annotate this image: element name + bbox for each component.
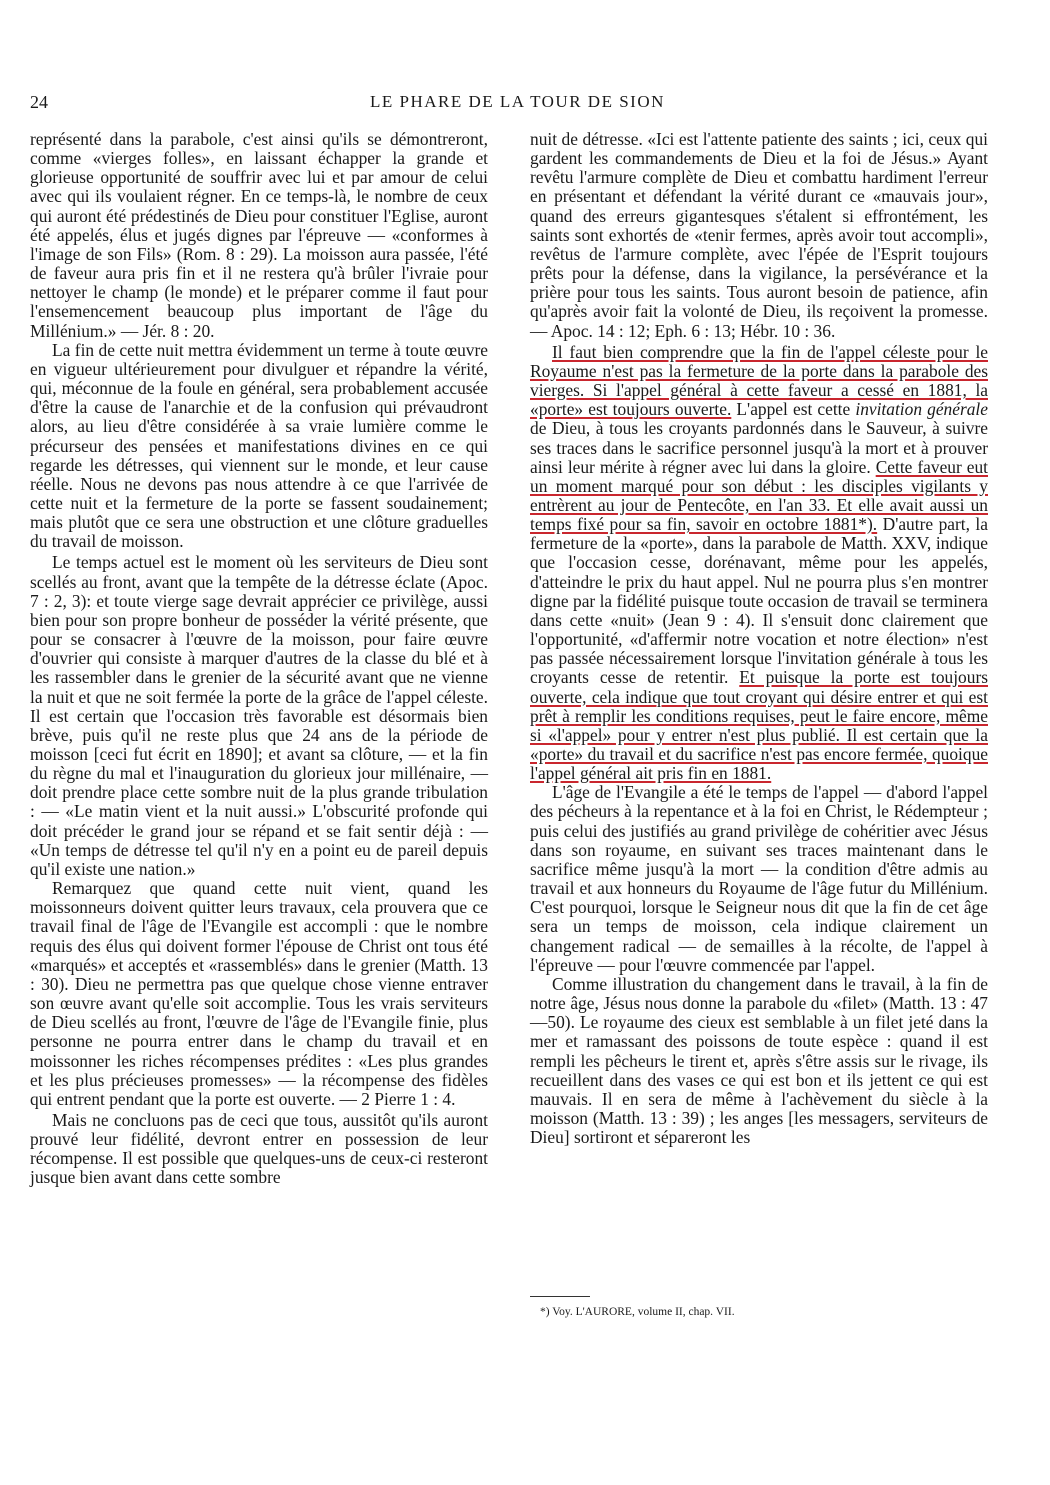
text-run: de Dieu, à tous les croyants pardonnés dans le Sauveur, à suivre ses traces dans le sacrifice personnel jusqu'à la mort et à prouver ainsi leur mérite à régner avec lui dans la gloire. bbox=[530, 418, 988, 477]
running-head: LE PHARE DE LA TOUR DE SION bbox=[370, 92, 665, 111]
highlighted-passage: Cette faveur eut un moment marqué pour son début : les disciples vigilants y entrèrent au jour de Pentecôte, en l'an 33. Et elle avait aussi un temps fixé pour sa fin, savoir en octobre 1881*). bbox=[530, 456, 988, 535]
paragraph: Remarquez que quand cette nuit vient, quand les moissonneurs doivent quitter leurs travaux, cela prouvera que ce travail final de l'âge de l'Evangile est accompli : que le nombre requis des élus qui doivent former l'épouse de Christ ont tous été «marqués» et acceptés et «rassemblés» dans le grenier (Matth. 13 : 30). Dieu ne permettra pas que quelque chose vienne entraver son œuvre avant qu'elle soit accomplie. Tous les vrais serviteurs de Dieu scellés au front, l'œuvre de l'âge de l'Evangile finie, plus personne ne pourra entrer dans le champ du travail et en moissonner les riches récompenses prédites : «Les plus grandes et les plus précieuses promesses» — la récompense des fidèles qui entrent pendant que la porte est ouverte. — 2 Pierre 1 : 4. bbox=[30, 878, 488, 1109]
paragraph: La fin de cette nuit mettra évidemment un terme à toute œuvre en vigueur ultérieurement pour divulguer et répandre la vérité, qui, méconnue de la foule en général, sera probablement accusée d'être la cause de l'anarchie et de la confusion qui prévaudront alors, au lieu d'être considérée à sa vraie lumière comme le précurseur des pensées et manifestations divines en ce qui regarde les détresses, qui viennent sur le monde, et leur cause réelle. Nous ne devons pas nous attendre à ce que l'arrivée de cette nuit et la fermeture de la porte se fassent soudainement; mais plutôt que ce sera une obstruction et une clôture graduelles du travail de moisson. bbox=[30, 339, 488, 552]
italic-term: invitation générale bbox=[855, 399, 988, 420]
paragraph-highlighted bbox=[530, 343, 988, 784]
left-column bbox=[30, 130, 488, 1188]
paragraph: L'âge de l'Evangile a été le temps de l'appel — d'abord l'appel des pécheurs à la repentance et à la foi en Christ, le Rédempteur ; puis celui des justifiés au grand privilège de cohéritier avec Jésus dans son royaume, en suivant ses traces maintenant dans le sacrifice même jusqu'à la mort — la condition d'être admis au travail et aux honneurs du Royaume de l'âge futur du Millénium. C'est pourquoi, lorsque le Seigneur nous dit que la fin de cet âge sera un temps de moisson, cela indique clairement un changement radical — de semailles à la récolte, de l'appel à l'épreuve — pour l'œuvre commencée par l'appel. bbox=[530, 782, 988, 975]
text-run: D'autre part, la fermeture de la «porte», dans la parabole de Matth. XXV, indique que l'occasion cesse, dorénavant, même pour les appelés, d'atteindre le prix du haut appel. Nul ne pourra plus s'en montrer digne par la fidélité puisque toute occasion de travail se terminera dans cette «nuit» (Jean 9 : 4). Il s'ensuit donc clairement que l'opportunité, «d'affermir notre vocation et notre élection» n'est pas passée nécessairement lorsque l'invitation générale à tous les croyants cesse de retentir. bbox=[530, 514, 988, 688]
text-run: L'appel est cette bbox=[731, 399, 856, 420]
page-number: 24 bbox=[30, 92, 48, 112]
footnote: *) Voy. L'AURORE, volume II, chap. VII. bbox=[540, 1306, 735, 1318]
right-column bbox=[530, 130, 988, 1147]
paragraph: Le temps actuel est le moment où les serviteurs de Dieu sont scellés au front, avant que la tempête de la détresse éclate (Apoc. 7 : 2, 3): et toute vierge sage devrait apprécier ce privilège, aussi bien pour son propre bonheur de posséder la vérité présente, que pour se consacrer à l'œuvre de la moisson, pour faire œuvre d'ouvrier qui consiste à marquer d'autres de la classe du blé et à les rassembler dans le grenier de la sécurité avant que ne vienne la nuit et que ne soit fermée la porte de la grâce de l'appel céleste. Il est certain que l'occasion très favorable est désormais bien brève, puis qu'il ne reste plus que 24 ans de la période de moisson [ceci fut écrit en 1890]; et avant sa clôture, — et la fin du règne du mal et l'inauguration du glorieux jour millénaire, — doit prendre place cette sombre nuit de la plus grande tribulation : — «Le matin vient et la nuit aussi.» L'obscurité profonde qui doit précéder le grand jour se répand et se fait sentir déjà : — «Un temps de détresse tel qu'il n'y en a point eu de pareil depuis qu'il existe une nation.» bbox=[30, 552, 488, 879]
highlighted-passage: Et puisque la porte est toujours ouverte, cela indique que tout croyant qui désire entrer et qui est prêt à remplir les conditions requises, peut le faire encore, même si «l'appel» pour y entrer n'est plus publié. Il est certain que la «porte» du travail et du sacrifice n'est pas encore fermée, quoique l'appel général ait pris fin en 1881. bbox=[530, 667, 988, 784]
paragraph: Comme illustration du changement dans le travail, à la fin de notre âge, Jésus nous donne la parabole du «filet» (Matth. 13 : 47—50). Le royaume des cieux est semblable à un filet jeté dans la mer et ramassant des poissons de toute espèce : quand il est rempli les pêcheurs le tirent et, après s'être assis sur le rivage, ils recueillent dans des vases ce qui est bon et ils jettent ce qui est mauvais. Il en sera de même à l'achèvement du siècle à la moisson (Matth. 13 : 39) ; les anges [les messagers, serviteurs de Dieu] sortiront et sépareront les bbox=[530, 973, 988, 1148]
footnote-rule bbox=[530, 1296, 590, 1297]
highlighted-passage: Il faut bien comprendre que la fin de l'appel céleste pour le Royaume n'est pas la fermeture de la porte dans la parabole des vierges. Si l'appel général à cette faveur a cessé en 1881, la «porte» est toujours ouverte. bbox=[530, 341, 988, 420]
paragraph: Mais ne concluons pas de ceci que tous, aussitôt qu'ils auront prouvé leur fidélité, devront entrer en possession de leur récompense. Il est possible que quelques-uns de ceux-ci resteront jusque bien avant dans cette sombre bbox=[30, 1109, 488, 1188]
paragraph: représenté dans la parabole, c'est ainsi qu'ils se démontreront, comme «vierges folles», en laissant échapper la grande et glorieuse opportunité de souffrir avec lui et par amour de celui avec qui ils voulaient régner. En ce temps-là, le nombre de ceux qui auront été prédestinés de Dieu pour constituer l'Eglise, auront été appelés, élus et jugés dignes par l'épreuve — «conformes à l'image de son Fils» (Rom. 8 : 29). La moisson aura passée, l'été de faveur aura pris fin et il ne restera qu'à brûler l'ivraie pour nettoyer le champ (le monde) et le préparer comme il faut pour l'ensemencement beaucoup plus important de l'âge du Millénium.» — Jér. 8 : 20. bbox=[30, 129, 488, 341]
paragraph: nuit de détresse. «Ici est l'attente patiente des saints ; ici, ceux qui gardent les commandements de Dieu et la foi de Jésus.» Ayant revêtu l'armure complète de Dieu et combattu hardiment l'erreur en présentant et défendant la vérité durant ce «mauvais jour», quand des erreurs gigantesques s'étalent si effrontément, les saints sont exhortés de «tenir fermes, après avoir tout accompli», revêtus de l'armure complète, avec l'épée de l'Esprit toujours prêts pour la défense, dans la vigilance, la persévérance et la prière pour tous les saints. Tous auront besoin de patience, afin qu'après avoir fait la volonté de Dieu, ils reçoivent la promesse. — Apoc. 14 : 12; Eph. 6 : 13; Hébr. 10 : 36. bbox=[530, 129, 988, 341]
